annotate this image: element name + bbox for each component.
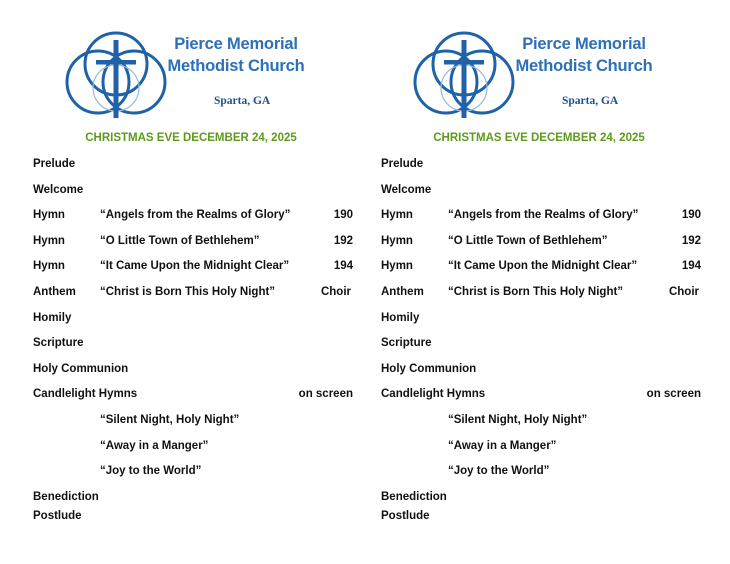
church-location: Sparta, GA bbox=[562, 95, 619, 107]
worship-item-row bbox=[33, 184, 353, 200]
worship-item-row bbox=[33, 491, 353, 507]
worship-item-row bbox=[33, 235, 353, 251]
worship-item-label: Candlelight Hymns bbox=[381, 388, 486, 400]
worship-item-row bbox=[381, 209, 701, 225]
worship-item-row bbox=[381, 465, 701, 481]
worship-item-row bbox=[33, 286, 353, 302]
worship-item-number: Choir bbox=[668, 286, 699, 298]
worship-item-label: Hymn bbox=[381, 209, 413, 221]
worship-item-title: “Angels from the Realms of Glory” bbox=[100, 209, 291, 221]
cross-circles-logo-icon bbox=[64, 30, 168, 130]
worship-item-row bbox=[381, 235, 701, 251]
worship-item-row bbox=[381, 337, 701, 353]
worship-item-label: Hymn bbox=[381, 260, 413, 272]
worship-item-title: “Away in a Manger” bbox=[100, 440, 209, 452]
worship-item-row bbox=[381, 260, 701, 276]
worship-item-label: Benediction bbox=[33, 491, 99, 503]
service-date: CHRISTMAS EVE DECEMBER 24, 2025 bbox=[433, 132, 645, 144]
worship-item-row bbox=[33, 158, 353, 174]
worship-item-row bbox=[381, 184, 701, 200]
worship-item-row bbox=[33, 510, 353, 526]
worship-item-label: Hymn bbox=[33, 209, 65, 221]
worship-item-label: Prelude bbox=[381, 158, 424, 170]
worship-item-row bbox=[33, 312, 353, 328]
worship-item-row bbox=[381, 510, 701, 526]
worship-item-label: Holy Communion bbox=[33, 363, 129, 375]
worship-item-row bbox=[33, 260, 353, 276]
worship-item-label: Welcome bbox=[381, 184, 432, 196]
cross-circles-logo-icon bbox=[412, 30, 516, 130]
worship-item-label: Hymn bbox=[381, 235, 413, 247]
worship-item-row bbox=[381, 414, 701, 430]
worship-item-number: on screen bbox=[646, 388, 701, 400]
worship-item-row bbox=[381, 491, 701, 507]
worship-item-row bbox=[33, 414, 353, 430]
worship-item-title: “O Little Town of Bethlehem” bbox=[100, 235, 260, 247]
worship-item-title: “Christ is Born This Holy Night” bbox=[100, 286, 276, 298]
worship-item-title: “Away in a Manger” bbox=[448, 440, 557, 452]
worship-item-number: 194 bbox=[681, 260, 701, 272]
worship-item-row bbox=[33, 440, 353, 456]
worship-item-label: Hymn bbox=[33, 235, 65, 247]
worship-item-row bbox=[33, 363, 353, 379]
worship-item-label: Welcome bbox=[33, 184, 84, 196]
worship-item-number: 190 bbox=[681, 209, 701, 221]
worship-item-label: Postlude bbox=[381, 510, 430, 522]
church-name bbox=[166, 33, 306, 77]
worship-item-label: Anthem bbox=[33, 286, 76, 298]
worship-item-title: “Angels from the Realms of Glory” bbox=[448, 209, 639, 221]
worship-item-row bbox=[381, 286, 701, 302]
worship-item-row bbox=[381, 440, 701, 456]
worship-item-number: on screen bbox=[298, 388, 353, 400]
worship-item-row bbox=[381, 363, 701, 379]
worship-item-label: Scripture bbox=[381, 337, 432, 349]
worship-item-label: Benediction bbox=[381, 491, 447, 503]
worship-item-title: “Joy to the World” bbox=[448, 465, 550, 477]
worship-item-label: Hymn bbox=[33, 260, 65, 272]
worship-item-title: “Silent Night, Holy Night” bbox=[448, 414, 588, 426]
worship-item-number: 192 bbox=[333, 235, 353, 247]
worship-item-number: Choir bbox=[320, 286, 351, 298]
worship-item-number: 190 bbox=[333, 209, 353, 221]
service-date: CHRISTMAS EVE DECEMBER 24, 2025 bbox=[85, 132, 297, 144]
church-location: Sparta, GA bbox=[214, 95, 271, 107]
worship-item-label: Prelude bbox=[33, 158, 76, 170]
worship-item-label: Postlude bbox=[33, 510, 82, 522]
worship-item-label: Anthem bbox=[381, 286, 424, 298]
worship-item-label: Homily bbox=[381, 312, 420, 324]
worship-item-label: Candlelight Hymns bbox=[33, 388, 138, 400]
worship-item-title: “It Came Upon the Midnight Clear” bbox=[100, 260, 290, 272]
worship-item-row bbox=[33, 209, 353, 225]
worship-item-label: Homily bbox=[33, 312, 72, 324]
bulletin-panel-right bbox=[366, 0, 714, 564]
worship-item-title: “O Little Town of Bethlehem” bbox=[448, 235, 608, 247]
church-name bbox=[514, 33, 654, 77]
worship-item-row bbox=[381, 388, 701, 404]
bulletin-panel-left bbox=[18, 0, 366, 564]
worship-item-number: 192 bbox=[681, 235, 701, 247]
worship-item-title: “Silent Night, Holy Night” bbox=[100, 414, 240, 426]
worship-item-title: “Christ is Born This Holy Night” bbox=[448, 286, 624, 298]
worship-item-row bbox=[33, 388, 353, 404]
worship-item-row bbox=[33, 465, 353, 481]
worship-item-title: “It Came Upon the Midnight Clear” bbox=[448, 260, 638, 272]
worship-item-label: Holy Communion bbox=[381, 363, 477, 375]
worship-item-row bbox=[381, 158, 701, 174]
worship-item-row bbox=[33, 337, 353, 353]
church-name-line2: Methodist Church bbox=[167, 57, 305, 75]
church-name-line2: Methodist Church bbox=[515, 57, 653, 75]
church-name-line1: Pierce Memorial bbox=[174, 35, 298, 53]
worship-item-label: Scripture bbox=[33, 337, 84, 349]
worship-item-title: “Joy to the World” bbox=[100, 465, 202, 477]
worship-item-number: 194 bbox=[333, 260, 353, 272]
worship-item-row bbox=[381, 312, 701, 328]
church-name-line1: Pierce Memorial bbox=[522, 35, 646, 53]
